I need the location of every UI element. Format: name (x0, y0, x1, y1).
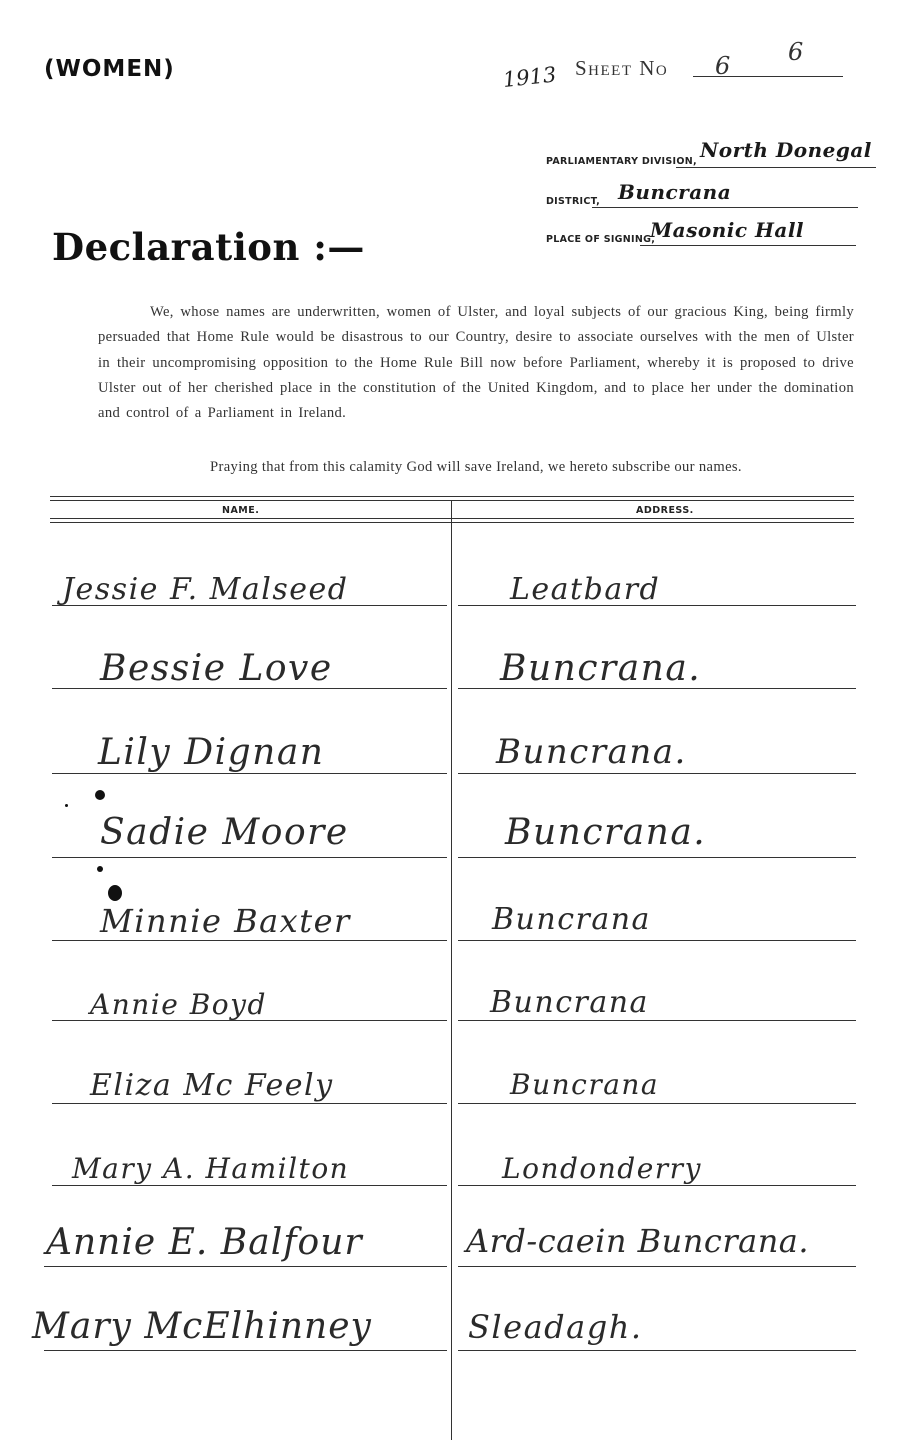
address-line (458, 1020, 856, 1021)
table-header-rule-inner (50, 522, 854, 523)
signature-name: Mary McElhinney (32, 1306, 372, 1347)
district-value: Buncrana (618, 180, 732, 204)
signature-name: Eliza Mc Feely (90, 1068, 334, 1103)
signature-address: Buncrana (490, 985, 649, 1020)
column-divider (451, 500, 452, 1440)
signature-address: Buncrana (510, 1068, 660, 1101)
district-line (592, 207, 858, 208)
address-line (458, 773, 856, 774)
signature-name: Bessie Love (100, 648, 333, 689)
signature-address: Londonderry (502, 1152, 702, 1185)
district-label: DISTRICT, (546, 196, 600, 207)
place-of-signing-label: PLACE OF SIGNING, (546, 234, 656, 245)
table-top-rule-inner (50, 500, 854, 501)
signature-name: Sadie Moore (100, 812, 349, 853)
ink-blot (95, 790, 105, 800)
address-line (458, 1266, 856, 1267)
signature-address: Buncrana. (500, 648, 702, 689)
sheet-number-value: 6 (715, 52, 731, 80)
ink-blot (108, 885, 122, 901)
name-line (52, 1185, 447, 1186)
ink-blot (65, 804, 68, 807)
signature-address: Sleadagh. (468, 1308, 643, 1346)
parliamentary-division-label: PARLIAMENTARY DIVISION, (546, 156, 697, 167)
parliamentary-division-line (676, 167, 876, 168)
address-line (458, 857, 856, 858)
name-column-header: NAME. (222, 505, 260, 516)
declaration-body: We, whose names are underwritten, women of Ulster, and loyal subjects of our gracious King, being firmly persuaded that Home Rule would be disastrous to our Country, desire to associate ourselves with the men of Ulster in their uncompromising opposition to the Home Rule Bill now before Parliament, whereby it is proposed to drive Ulster out of her cherished place in the constitution of the United Kingdom, and to place her under the domination and control of a Parliament in Ireland. (98, 304, 854, 422)
address-column-header: ADDRESS. (636, 505, 694, 516)
signature-address: Buncrana (492, 902, 651, 937)
signature-name: Lily Dignan (98, 732, 325, 773)
signature-name: Jessie F. Malseed (62, 572, 349, 607)
name-line (52, 940, 447, 941)
signature-address: Buncrana. (505, 812, 707, 853)
signature-name: Annie Boyd (90, 988, 267, 1021)
name-line (52, 773, 447, 774)
declaration-closing: Praying that from this calamity God will save Ireland, we hereto subscribe our names. (210, 459, 742, 475)
address-line (458, 1103, 856, 1104)
name-line (44, 1350, 447, 1351)
address-line (458, 1185, 856, 1186)
signature-address: Ard-caein Buncrana. (466, 1222, 810, 1260)
signature-name: Annie E. Balfour (46, 1222, 363, 1263)
place-of-signing-value: Masonic Hall (650, 218, 805, 242)
address-line (458, 1350, 856, 1351)
table-header-rule (50, 518, 854, 519)
signature-address: Buncrana. (496, 732, 687, 772)
sheet-number-label: Sheet No (575, 56, 669, 80)
ink-blot (97, 866, 103, 872)
place-of-signing-line (640, 245, 856, 246)
table-top-rule (50, 496, 854, 497)
parliamentary-division-value: North Donegal (700, 138, 872, 162)
address-line (458, 940, 856, 941)
signature-name: Mary A. Hamilton (72, 1152, 350, 1185)
name-line (52, 1103, 447, 1104)
name-line (52, 857, 447, 858)
signature-address: Leatbard (510, 572, 661, 607)
year-handwritten: 1913 (501, 62, 558, 92)
declaration-heading: Declaration :— (52, 225, 365, 269)
form-title: (WOMEN) (44, 56, 175, 82)
sheet-number-annotation: 6 (788, 38, 804, 66)
name-line (44, 1266, 447, 1267)
signature-name: Minnie Baxter (100, 902, 351, 940)
